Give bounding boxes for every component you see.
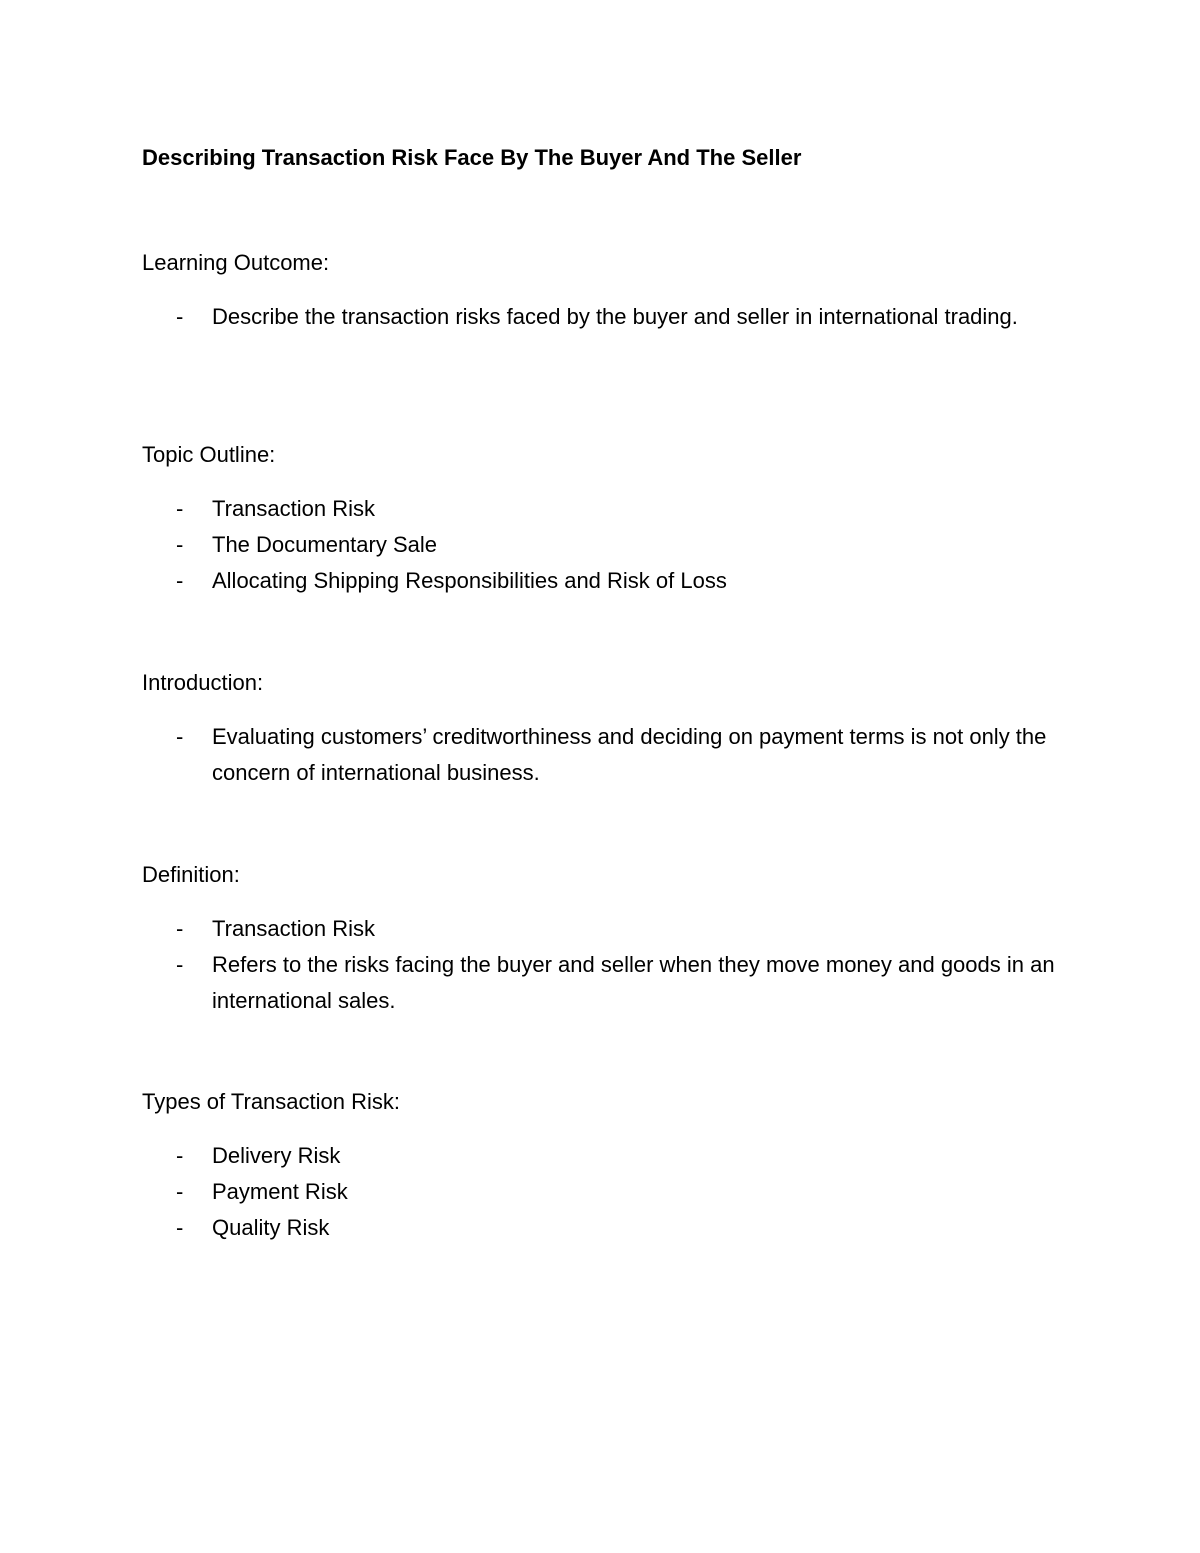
list-item-text: Transaction Risk xyxy=(212,496,376,521)
section-heading: Types of Transaction Risk: xyxy=(142,1089,400,1114)
list-item xyxy=(142,1210,1072,1246)
list-item xyxy=(142,299,1072,335)
bullet-list xyxy=(142,491,1072,599)
list-item xyxy=(142,563,1072,599)
list-item-text: Quality Risk xyxy=(212,1215,330,1240)
bullet-dash: - xyxy=(176,532,184,557)
section-definition xyxy=(142,860,1072,1019)
list-item-text: Refers to the risks facing the buyer and seller when they move money and goods in an international sales. xyxy=(212,952,1055,1013)
document-title: Describing Transaction Risk Face By The Buyer And The Seller xyxy=(142,145,802,170)
bullet-dash: - xyxy=(176,916,184,941)
section-types-of-risk xyxy=(142,1087,1072,1246)
bullet-dash: - xyxy=(176,1143,184,1168)
list-item-text: Transaction Risk xyxy=(212,916,376,941)
section-heading: Topic Outline: xyxy=(142,442,276,467)
list-item xyxy=(142,719,1072,791)
bullet-dash: - xyxy=(176,724,184,749)
section-introduction xyxy=(142,668,1072,791)
list-item xyxy=(142,947,1072,1019)
section-heading: Definition: xyxy=(142,862,240,887)
list-item xyxy=(142,491,1072,527)
bullet-list xyxy=(142,911,1072,1019)
list-item-text: Describe the transaction risks faced by the buyer and seller in international trading. xyxy=(212,304,1018,329)
bullet-dash: - xyxy=(176,304,184,329)
bullet-dash: - xyxy=(176,1215,184,1240)
section-heading: Introduction: xyxy=(142,670,264,695)
list-item xyxy=(142,1174,1072,1210)
bullet-dash: - xyxy=(176,568,184,593)
bullet-list xyxy=(142,299,1072,335)
bullet-dash: - xyxy=(176,1179,184,1204)
section-learning-outcome xyxy=(142,248,1072,335)
bullet-dash: - xyxy=(176,952,184,977)
bullet-list xyxy=(142,719,1072,791)
list-item-text: Allocating Shipping Responsibilities and Risk of Loss xyxy=(212,568,727,593)
list-item xyxy=(142,527,1072,563)
list-item xyxy=(142,911,1072,947)
section-heading: Learning Outcome: xyxy=(142,250,330,275)
bullet-list xyxy=(142,1138,1072,1246)
list-item-text: Delivery Risk xyxy=(212,1143,341,1168)
list-item xyxy=(142,1138,1072,1174)
bullet-dash: - xyxy=(176,496,184,521)
list-item-text: Payment Risk xyxy=(212,1179,348,1204)
list-item-text: Evaluating customers’ creditworthiness and deciding on payment terms is not only the concern of international business. xyxy=(212,724,1047,785)
list-item-text: The Documentary Sale xyxy=(212,532,437,557)
section-topic-outline xyxy=(142,440,1072,599)
